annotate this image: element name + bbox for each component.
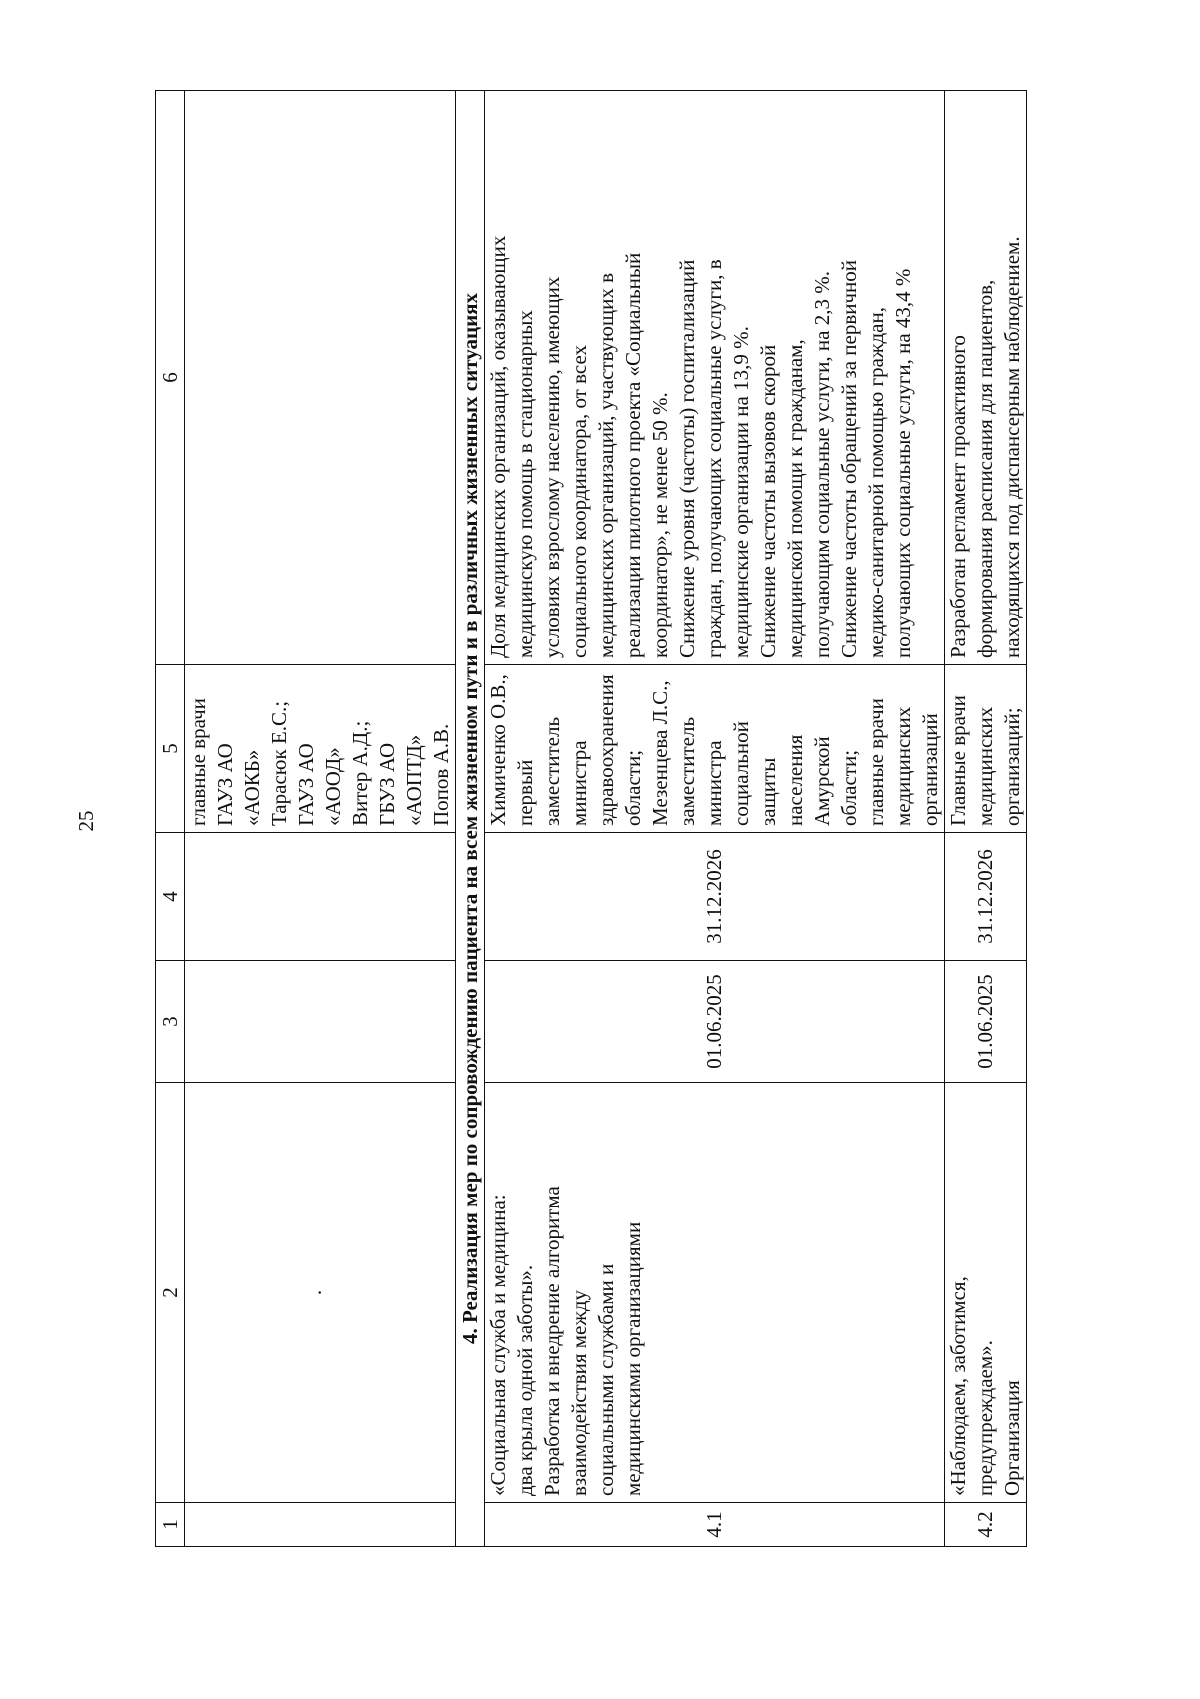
table-header-row [156,91,185,1547]
text-line: социального координатора, от всех [567,344,591,658]
table-row [485,91,945,1547]
start-date: 01.06.2025 [945,961,1027,1083]
text-line: Тарасюк Е.С.; [267,700,291,826]
text-line: медицинских организаций, участвующих в [594,272,618,658]
text-line: реализации пилотного проекта «Социальный [621,252,645,658]
start-date: 01.06.2025 [485,961,945,1083]
text-line: Снижение уровня (частоты) госпитализаций [675,259,699,658]
header-cell: 3 [156,961,185,1083]
rotated-table-container [155,91,1084,1547]
text-line: Снижение частоты обращений за первичной [837,259,861,658]
text-line: «АООД» [321,747,345,826]
text-line: координатор», не менее 50 %. [648,392,672,658]
text-line: населения [783,734,807,826]
text-line: главные врачи [864,698,888,826]
text-line: социальными службами и [594,1263,618,1496]
section-title: 4. Реализация мер по сопровождению пациента на всем жизненном пути и в различных жизненных ситуациях [456,91,485,1547]
responsible-persons [485,665,945,833]
text-line: медицинских [891,706,915,826]
header-cell: 6 [156,91,185,665]
end-date: 31.12.2026 [945,833,1027,961]
text-line: Главные врачи [946,695,970,826]
text-line: медицинскими организациями [621,1221,645,1496]
text-line: Амурской [810,736,834,826]
text-line: организаций; [1000,707,1024,826]
text-line: «Социальная служба и медицина: [486,1194,510,1496]
text-line: ГАУЗ АО [294,743,318,826]
measure-name [485,1083,945,1503]
continuation-name [185,1083,456,1503]
text-line: заместитель [540,716,564,826]
text-line: заместитель [675,716,699,826]
expected-result [485,91,945,665]
text-line: граждан, получающих социальные услуги, в [702,259,726,658]
text-line: министра [567,740,591,826]
text-line: «Наблюдаем, заботимся, [946,1276,970,1496]
continuation-start [185,961,456,1083]
text-line: медицинских [973,706,997,826]
text-line: взаимодействия между [567,1289,591,1496]
text-line: Разработан регламент проактивного [946,335,970,658]
measure-name [945,1083,1027,1503]
text-line: области; [621,749,645,826]
continuation-result [185,91,456,665]
text-line: первый [513,759,537,826]
header-cell: 5 [156,665,185,833]
action-plan-table [155,90,1027,1547]
row-number: 4.2 [945,1503,1027,1547]
text-line: Разработка и внедрение алгоритма [540,1186,564,1496]
text-line: защиты [756,757,780,826]
text-line: получающим социальные услуги, на 2,3 %. [810,271,834,658]
row-number: 4.1 [485,1503,945,1547]
responsible-persons [945,665,1027,833]
section-heading-row [456,91,485,1547]
text-line: организаций [918,713,942,826]
text-line: условиях взрослому населению, имеющих [540,276,564,658]
text-line: здравоохранения [594,674,618,826]
text-line: формирования расписания для пациентов, [973,279,997,658]
text-line: два крыла одной заботы». [513,1264,537,1496]
header-cell: 1 [156,1503,185,1547]
header-cell: 2 [156,1083,185,1503]
text-line: Организация [1000,1380,1024,1496]
text-line: главные врачи [186,698,210,826]
end-date: 31.12.2026 [485,833,945,961]
text-line: области; [837,749,861,826]
text-line: ГБУЗ АО [375,742,399,826]
text-line: находящихся под диспансерным наблюдением. [1000,236,1024,658]
page-number: 25 [74,810,98,832]
text-line: Химиченко О.В., [486,674,510,826]
text-line: Мезенцева Л.С., [648,680,672,826]
text-line: «АОКБ» [240,749,264,826]
text-line: медицинскую помощь в стационарных [513,310,537,658]
header-cell: 4 [156,833,185,961]
text-line: ГАУЗ АО [213,743,237,826]
continuation-end [185,833,456,961]
text-line: Снижение частоты вызовов скорой [756,344,780,658]
text-line: медицинские организации на 13,9 %. [729,326,753,658]
stray-mark: · [307,1289,332,1296]
text-line: Попов А.В. [429,723,453,826]
text-line: министра [702,740,726,826]
text-line: Витер А.Д.; [348,720,372,826]
text-line: получающих социальные услуги, на 43,4 % [891,268,915,658]
text-line: медицинской помощи к гражданам, [783,339,807,658]
table-row [945,91,1027,1547]
text-line: Доля медицинских организаций, оказывающих [486,235,510,658]
text-line: социальной [729,721,753,826]
text-line: предупреждаем». [973,1340,997,1496]
continuation-num [185,1503,456,1547]
continuation-row [185,91,456,1547]
text-line: «АОПТД» [402,734,426,826]
continuation-responsible [185,665,456,833]
expected-result [945,91,1027,665]
text-line: медико-санитарной помощью граждан, [864,307,888,658]
